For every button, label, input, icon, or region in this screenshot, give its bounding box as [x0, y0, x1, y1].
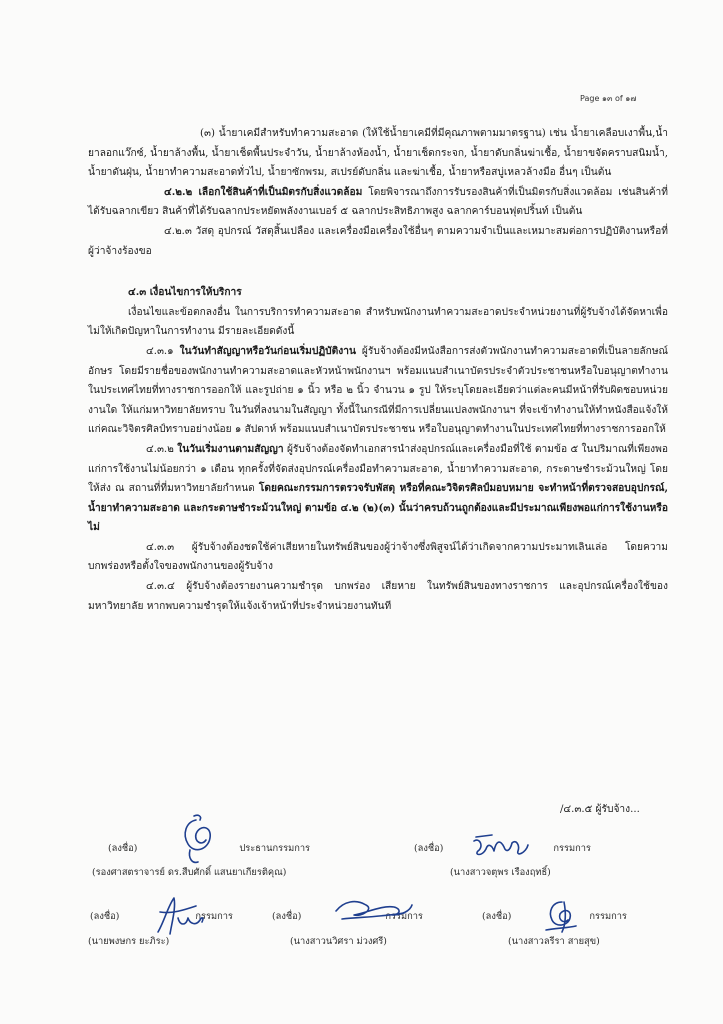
- paragraph-contract-day: ๔.๓.๑ ในวันทำสัญญาหรือวันก่อนเริ่มปฏิบัติงาน ผู้รับจ้างต้องมีหนังสือการส่งตัวพนักงานทำความสะอาดที่เป็นลายลักษณ์อักษร โดยมีรายชื่อของพนักงานทำความสะอาดและหัวหน้าพนักงานฯ พร้อมแนบสำเนาบัตรประจำตัวประชาชนหรือใบอนุญาตทำงานในประเทศไทยที่ทางราชการออกให้ และรูปถ่าย ๑ นิ้ว หรือ ๒ นิ้ว จำนวน ๑ รูป ให้ระบุโดยละเอียดว่าแต่ละคนมีหน้าที่รับผิดชอบหน่วยงานใด ให้แก่มหาวิทยาลัยทราบ ในวันที่ลงนามในสัญญา ทั้งนี้ในกรณีที่มีการเปลี่ยนแปลงพนักงานฯ ที่จะเข้าทำงานให้ทำหนังสือแจ้งให้แก่คณะวิจิตรศิลป์ทราบอย่างน้อย ๑ สัปดาห์ พร้อมแนบสำเนาบัตรประชาชน หรือใบอนุญาตทำงานในประเทศไทยที่ทางราชการออกให้: [88, 344, 668, 436]
- paragraph-report-damage: ๔.๓.๔ ผู้รับจ้างต้องรายงานความชำรุด บกพร่อง เสียหาย ในทรัพย์สินของทางราชการ และอุปกรณ์เครื่องใช้ของมหาวิทยาลัย หากพบความชำรุดให้แจ้งเจ้าหน้าที่ประจำหน่วยงานทันที: [88, 581, 668, 612]
- page-number: Page ๑๓ of ๑๗: [580, 94, 637, 103]
- role-member: กรรมการ: [553, 843, 591, 854]
- name-chair: (รองศาสตราจารย์ ดร.สืบศักดิ์ แสนยาเกียรติคุณ): [92, 867, 287, 878]
- role-member: กรรมการ: [195, 911, 233, 922]
- paragraph-cleaning-chemicals: (๓) น้ำยาเคมีสำหรับทำความสะอาด (ให้ใช้น้ำยาเคมีที่มีคุณภาพตามมาตรฐาน) เช่น น้ำยาเคลือบเงาพื้น,น้ำยาลอกแว๊กซ์, น้ำยาล้างพื้น, น้ำยาเช็ดพื้นประจำวัน, น้ำยาล้างห้องน้ำ, น้ำยาเช็ดกระจก, น้ำยาดับกลิ่นฆ่าเชื้อ, น้ำยาขจัดคราบสนิมน้ำ, น้ำยาดันฝุ่น, น้ำยาทำความสะอาดทั่วไป, น้ำยาซักพรม, สเปรย์ดับกลิ่น และฆ่าเชื้อ, น้ำยาหรือสบู่เหลวล้างมือ อื่นๆ เป็นต้น: [88, 128, 668, 179]
- sign-label: (ลงชื่อ): [414, 843, 444, 854]
- paragraph-eco-products: ๔.๒.๒ เลือกใช้สินค้าที่เป็นมิตรกับสิ่งแวดล้อม โดยพิจารณาถึงการรับรองสินค้าที่เป็นมิตรกับสิ่งแวดล้อม เช่นสินค้าที่ได้รับฉลากเขียว สินค้าที่ได้รับฉลากประหยัดพลังงานเบอร์ ๕ ฉลากประสิทธิภาพสูง ฉลากคาร์บอนฟุตปริ้นท์ เป็นต้น: [88, 185, 668, 218]
- handwritten-signature-chair: [176, 812, 222, 868]
- paragraph-damages: ๔.๓.๓ ผู้รับจ้างต้องชดใช้ค่าเสียหายในทรัพย์สินของผู้ว่าจ้างซึ่งพิสูจน์ได้ว่าเกิดจากความประมาทเลินเล่อ โดยความบกพร่องหรือตั้งใจของพนักงานของผู้รับจ้าง: [88, 541, 668, 573]
- name-member-2: (นางสาวจตุพร เรืองฤทธิ์): [450, 867, 551, 878]
- paragraph-start-day: ๔.๓.๒ ในวันเริ่มงานตามสัญญา ผู้รับจ้างต้องจัดทำเอกสารนำส่งอุปกรณ์และเครื่องมือที่ใช้ ตามข้อ ๕ ในปริมาณที่เพียงพอแก่การใช้งานไม่น้อยกว่า ๑ เดือน ทุกครั้งที่จัดส่งอุปกรณ์เครื่องมือทำความสะอาด, น้ำยาทำความสะอาด, กระดาษชำระม้วนใหญ่ โดยให้ส่ง ณ สถานที่ที่มหาวิทยาลัยกำหนด โดยคณะกรรมการตรวจรับพัสดุ หรือที่คณะวิจิตรศิลป์มอบหมาย จะทำหน้าที่ตรวจสอบอุปกรณ์, น้ำยาทำความสะอาด และกระดาษชำระม้วนใหญ่ ตามข้อ ๔.๒ (๒)(๓) นั้นว่าครบถ้วนถูกต้องและมีประมาณเพียงพอแก่การใช้งานหรือไม่: [88, 442, 668, 534]
- sign-label: (ลงชื่อ): [482, 911, 512, 922]
- handwritten-signature-member-4: [332, 895, 416, 927]
- name-member-3: (นายพงษกร ยะภิระ): [88, 936, 170, 947]
- continuation-marker: /๔.๓.๕ ผู้รับจ้าง...: [560, 804, 640, 815]
- role-member: กรรมการ: [589, 911, 627, 922]
- sign-label: (ลงชื่อ): [90, 911, 120, 922]
- sign-label: (ลงชื่อ): [272, 911, 302, 922]
- section-heading-service-conditions: ๔.๓ เงื่อนไขการให้บริการ: [128, 286, 242, 299]
- sign-label: (ลงชื่อ): [108, 843, 138, 854]
- handwritten-signature-member-2: [470, 833, 532, 861]
- role-member: กรรมการ: [385, 911, 423, 922]
- paragraph-materials-equipment: ๔.๒.๓ วัสดุ อุปกรณ์ วัสดุสิ้นเปลือง และเครื่องมือเครื่องใช้อื่นๆ ตามความจำเป็นและเหมาะสมต่อการปฏิบัติงานหรือที่ผู้ว่าจ้างร้องขอ: [88, 225, 668, 257]
- document-body: [88, 124, 668, 616]
- paragraph-service-intro: เงื่อนไขและข้อตกลงอื่น ในการบริการทำความสะอาด สำหรับพนักงานทำความสะอาดประจำหน่วยงานที่ผู้รับจ้างได้จัดหาเพื่อไม่ให้เกิดปัญหาในการทำงาน มีรายละเอียดดังนี้: [88, 306, 668, 338]
- handwritten-signature-member-5: [540, 896, 580, 936]
- name-member-5: (นางสาวลรีรา สายสุข): [508, 936, 600, 947]
- role-chair: ประธานกรรมการ: [239, 843, 311, 854]
- handwritten-signature-member-3: [150, 892, 208, 940]
- name-member-4: (นางสาวนวิศรา ม่วงศรี): [290, 936, 387, 947]
